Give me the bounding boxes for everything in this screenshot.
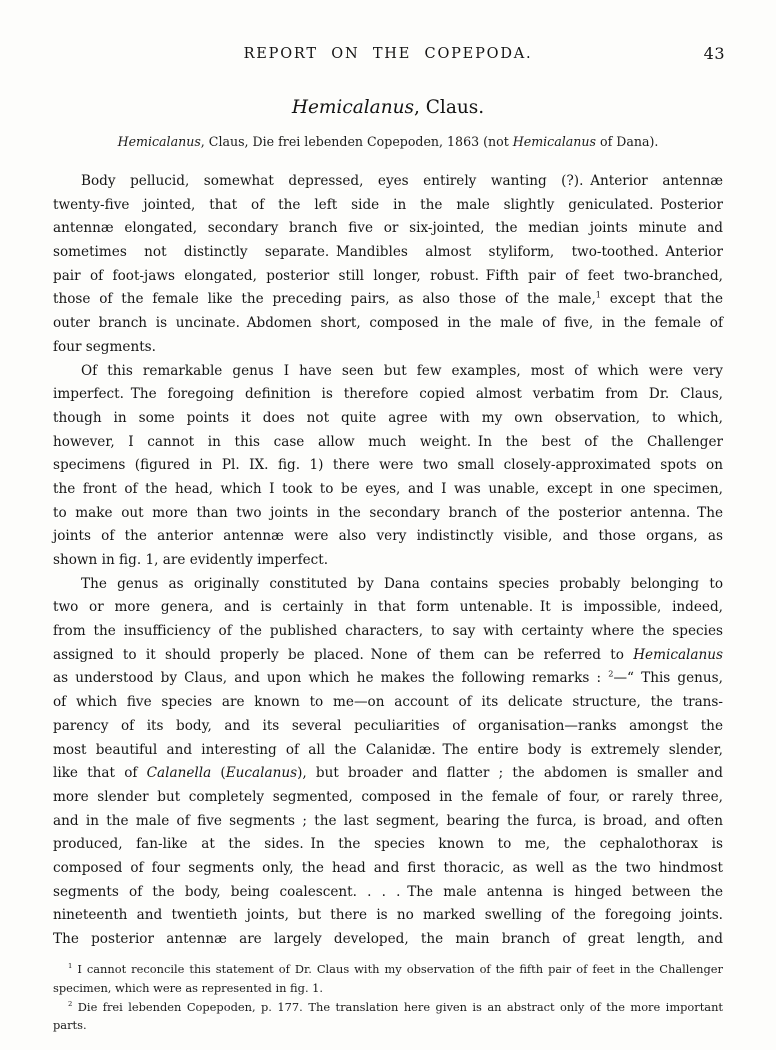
text-line [53, 336, 723, 360]
text-line [53, 960, 723, 979]
text-segment: segments of the body, being coalescent. . . . The male antenna is hinged between the [53, 883, 723, 900]
text-line [53, 502, 723, 526]
text-segment: —“ This genus, [613, 670, 723, 687]
text-segment: shown in fig. 1, are evidently imperfect. [53, 552, 329, 568]
text-segment: Of this remarkable genus I have seen but few examples, most of which were very [81, 362, 723, 379]
paragraph [53, 998, 723, 1033]
text-segment: from the insufficiency of the published characters, to say with certainty where the species [53, 623, 723, 640]
text-segment: most beautiful and interesting of all the Calanidæ. The entire body is extremely slender, [53, 741, 723, 758]
text-line [53, 407, 723, 431]
text-line [53, 312, 723, 336]
text-segment: joints of the anterior antennæ were also very indistinctly visible, and those organs, as [53, 528, 723, 545]
text-segment: those of the female like the preceding pairs, as also those of the male, [53, 291, 596, 308]
body-text [53, 170, 723, 952]
italic-text: Eucalanus [225, 765, 298, 782]
italic-text: Calanella [146, 765, 212, 782]
text-segment: of which five species are known to me—on account of its delicate structure, the trans- [53, 694, 723, 711]
italic-text: Hemicalanus [291, 97, 415, 118]
text-segment: four segments. [53, 338, 156, 355]
text-line [53, 786, 723, 810]
text-line [53, 810, 723, 834]
text-line [53, 979, 723, 998]
text-segment: The genus as originally constituted by Dana contains species probably belonging to [81, 575, 723, 592]
text-line [53, 833, 723, 857]
text-line [53, 454, 723, 478]
footnote-marker: 2 [608, 668, 614, 679]
text-line [53, 620, 723, 644]
footnote-marker: 1 [595, 289, 601, 300]
text-line [53, 928, 723, 952]
italic-text: Hemicalanus [633, 646, 723, 663]
footnotes [53, 960, 723, 1033]
italic-text: Hemicalanus [512, 134, 596, 149]
text-line [53, 857, 723, 881]
text-line [53, 194, 723, 218]
text-segment: two or more genera, and is certainly in that form untenable. It is impossible, indeed, [53, 599, 723, 616]
paragraph [53, 360, 723, 573]
text-line [53, 525, 723, 549]
text-segment: parency of its body, and its several peculiarities of organisation—ranks amongst the [53, 717, 723, 734]
text-segment: except that the [601, 291, 724, 308]
text-segment: Body pellucid, somewhat depressed, eyes entirely wanting (?). Anterior antennæ [81, 173, 723, 189]
text-line [53, 431, 723, 455]
text-segment: The posterior antennæ are largely developed, the main branch of great length, and [53, 931, 723, 947]
text-segment: sometimes not distinctly separate. Mandibles almost styliform, two-toothed. Anterior [53, 244, 723, 261]
text-segment: and in the male of five segments ; the last segment, bearing the furca, is broad, and often [53, 812, 723, 829]
running-head: REPORT ON THE COPEPODA. [243, 46, 533, 62]
page-number: 43 [703, 44, 725, 63]
text-segment: nineteenth and twentieth joints, but there is no marked swelling of the foregoing joints. [53, 907, 723, 924]
text-segment: however, I cannot in this case allow much weight. In the best of the Challenger [53, 433, 723, 450]
text-segment: outer branch is uncinate. Abdomen short, composed in the male of five, in the female of [53, 315, 723, 332]
text-segment: antennæ elongated, secondary branch five or six-jointed, the median joints minute and [53, 220, 723, 237]
text-segment: I cannot reconcile this statement of Dr. Claus with my observation of the fifth pair of feet in the Challenger [72, 962, 723, 976]
text-line [53, 265, 723, 289]
text-line [53, 667, 723, 691]
footnote-marker: 2 [68, 999, 73, 1008]
text-line [53, 904, 723, 928]
text-line [53, 383, 723, 407]
text-line [53, 715, 723, 739]
citation-line [0, 134, 776, 150]
text-line [53, 217, 723, 241]
italic-text: Hemicalanus [117, 134, 201, 149]
text-segment: Die frei lebenden Copepoden, p. 177. The translation here given is an abstract only of the more important parts. [53, 999, 723, 1033]
text-segment: imperfect. The foregoing definition is therefore copied almost verbatim from Dr. Claus, [53, 386, 723, 403]
text-segment: specimens (figured in Pl. IX. fig. 1) there were two small closely-approximated spots on [53, 457, 723, 474]
text-segment: the front of the head, which I took to be eyes, and I was unable, except in one specimen, [53, 480, 723, 497]
text-line [53, 739, 723, 763]
text-segment: more slender but completely segmented, composed in the female of four, or rarely three, [53, 788, 723, 805]
text-line [53, 241, 723, 265]
text-segment: as understood by Claus, and upon which he makes the following remarks : [53, 670, 609, 687]
text-line [53, 644, 723, 668]
text-segment: assigned to it should properly be placed. None of them can be referred to [53, 646, 634, 663]
text-segment: composed of four segments only, the head and first thoracic, as well as the two hindmost [53, 859, 723, 876]
text-segment: ( [211, 765, 226, 782]
text-line [53, 549, 723, 573]
text-segment: like that of [53, 765, 147, 782]
paragraph [53, 573, 723, 952]
text-segment: though in some points it does not quite agree with my own observation, to which, [53, 409, 723, 426]
text-line [53, 478, 723, 502]
text-line [53, 998, 723, 1033]
text-segment: twenty-five jointed, that of the left side in the male slightly geniculated. Posterior [53, 196, 723, 213]
text-line [53, 360, 723, 384]
text-segment: specimen, which were as represented in fig. 1. [53, 980, 324, 995]
text-segment: ), but broader and flatter ; the abdomen is smaller and [297, 765, 723, 782]
text-line [53, 881, 723, 905]
text-segment: of Dana). [595, 134, 659, 149]
paragraph [53, 960, 723, 998]
text-segment: , Claus, Die frei lebenden Copepoden, 1863 (not [200, 134, 513, 149]
text-line [53, 170, 723, 194]
text-line [53, 573, 723, 597]
text-segment: to make out more than two joints in the secondary branch of the posterior antenna. The [53, 504, 723, 521]
footnote-marker: 1 [68, 962, 73, 971]
text-segment: pair of foot-jaws elongated, posterior still longer, robust. Fifth pair of feet two-branched, [53, 267, 723, 284]
text-line [53, 596, 723, 620]
text-segment: produced, fan-like at the sides. In the species known to me, the cephalothorax is [53, 836, 723, 853]
text-line [53, 288, 723, 312]
text-line [53, 691, 723, 715]
section-heading [0, 97, 776, 119]
text-line [53, 762, 723, 786]
text-segment: , Claus. [414, 97, 485, 118]
paragraph [53, 170, 723, 360]
